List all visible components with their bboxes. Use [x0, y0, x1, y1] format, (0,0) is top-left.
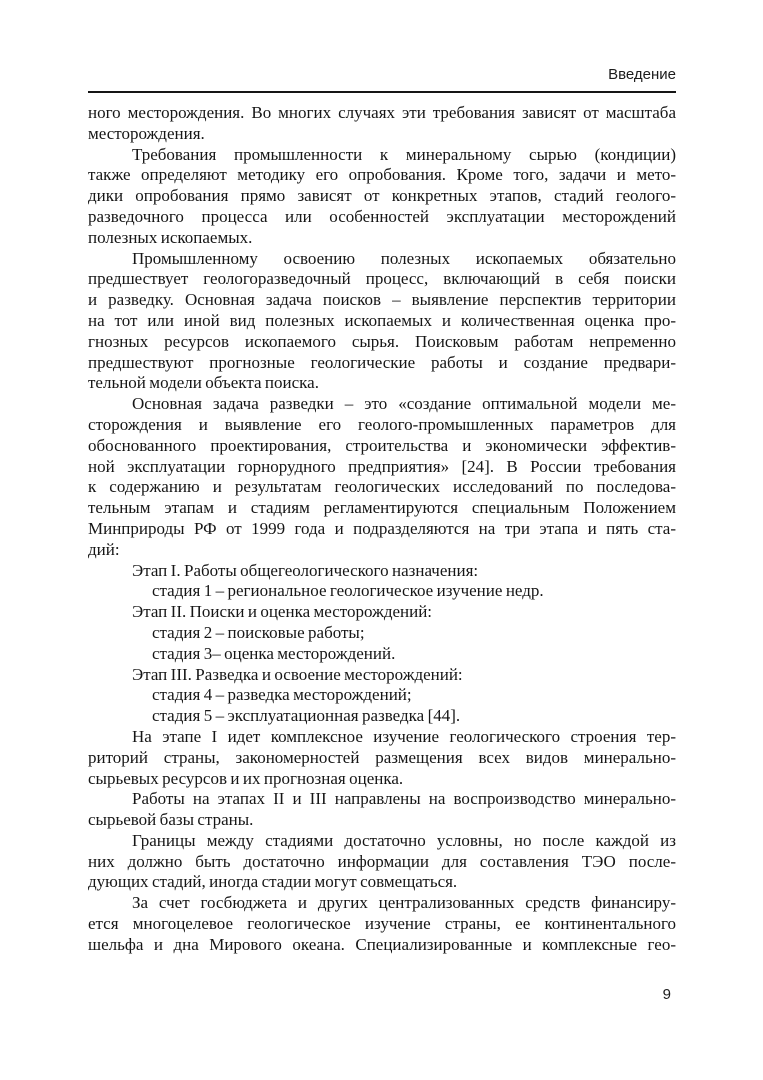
substage-item: стадия 3– оценка месторождений.: [152, 643, 396, 663]
header-rule: [88, 91, 676, 93]
paragraph-line: гнозных ресурсов ископаемого сырья. Поисковым работам непременно: [88, 331, 676, 351]
paragraph-line: тельной модели объекта поиска.: [88, 373, 319, 393]
paragraph-line: них должно быть достаточно информации для составления ТЭО после-: [88, 851, 676, 871]
paragraph-line: разведочного процесса или особенностей эксплуатации месторождений: [88, 206, 676, 226]
running-header: [88, 66, 676, 83]
paragraph-line: обоснованного проектирования, строительства и экономически эффектив-: [88, 435, 676, 455]
stage-item: Этап I. Работы общегеологического назначения:: [132, 560, 479, 580]
paragraph-line: месторождения.: [88, 123, 205, 143]
paragraph-line: ной эксплуатации горнорудного предприятия» [24]. В России требования: [88, 456, 676, 476]
paragraph-line: На этапе I идет комплексное изучение геологического строения тер-: [132, 726, 676, 746]
paragraph-line: Работы на этапах II и III направлены на воспроизводство минерально-: [132, 789, 676, 809]
paragraph-line: предшествуют прогнозные геологические работы и создание предвари-: [88, 352, 676, 372]
paragraph-line: сырьевых ресурсов и их прогнозная оценка.: [88, 768, 404, 788]
paragraph-line: дующих стадий, иногда стадии могут совмещаться.: [88, 872, 458, 892]
stage-item: Этап III. Разведка и освоение месторождений:: [132, 664, 463, 684]
substage-item: стадия 4 – разведка месторождений;: [152, 685, 412, 705]
paragraph-line: Границы между стадиями достаточно условны, но после каждой из: [132, 830, 676, 850]
substage-item: стадия 2 – поисковые работы;: [152, 622, 365, 642]
paragraph-line: Требования промышленности к минеральному сырью (кондиции): [132, 144, 676, 164]
paragraph-line: Промышленному освоению полезных ископаемых обязательно: [132, 248, 676, 268]
paragraph-line: тельным этапам и стадиям регламентируются специальным Положением: [88, 498, 676, 518]
paragraph-line: сырьевой базы страны.: [88, 810, 254, 830]
substage-item: стадия 5 – эксплуатационная разведка [44].: [152, 706, 461, 726]
paragraph-line: риторий страны, закономерностей размещения всех видов минерально-: [88, 747, 676, 767]
paragraph-line: За счет госбюджета и других централизованных средств финансиру-: [132, 893, 676, 913]
page-body: [88, 103, 676, 956]
substage-item: стадия 1 – региональное геологическое изучение недр.: [152, 581, 544, 601]
running-header-title: Введение: [608, 66, 676, 83]
paragraph-line: на тот или иной вид полезных ископаемых и количественная оценка про-: [88, 310, 676, 330]
stage-item: Этап II. Поиски и оценка месторождений:: [132, 602, 433, 622]
page-number: 9: [662, 986, 671, 1003]
paragraph-line: к содержанию и результатам геологических исследований по последова-: [88, 477, 676, 497]
paragraph-line: ного месторождения. Во многих случаях эти требования зависят от масштаба: [88, 103, 676, 122]
paragraph-line: дий:: [88, 539, 120, 559]
paragraph-line: полезных ископаемых.: [88, 227, 253, 247]
paragraph-line: предшествует геологоразведочный процесс, включающий в себя поиски: [88, 269, 676, 289]
paragraph-line: Основная задача разведки – это «создание оптимальной модели ме-: [132, 394, 676, 414]
paragraph-line: шельфа и дна Мирового океана. Специализированные и комплексные гео-: [88, 934, 676, 954]
paragraph-line: ется многоцелевое геологическое изучение страны, ее континентального: [88, 914, 676, 934]
paragraph-line: также определяют методику его опробования. Кроме того, задачи и мето-: [88, 165, 676, 185]
paragraph-line: дики опробования прямо зависят от конкретных этапов, стадий геолого-: [88, 186, 676, 206]
paragraph-line: Минприроды РФ от 1999 года и подразделяются на три этапа и пять ста-: [88, 518, 676, 538]
paragraph-line: сторождения и выявление его геолого-промышленных параметров для: [88, 414, 676, 434]
paragraph-line: и разведку. Основная задача поисков – выявление перспектив территории: [88, 290, 676, 310]
